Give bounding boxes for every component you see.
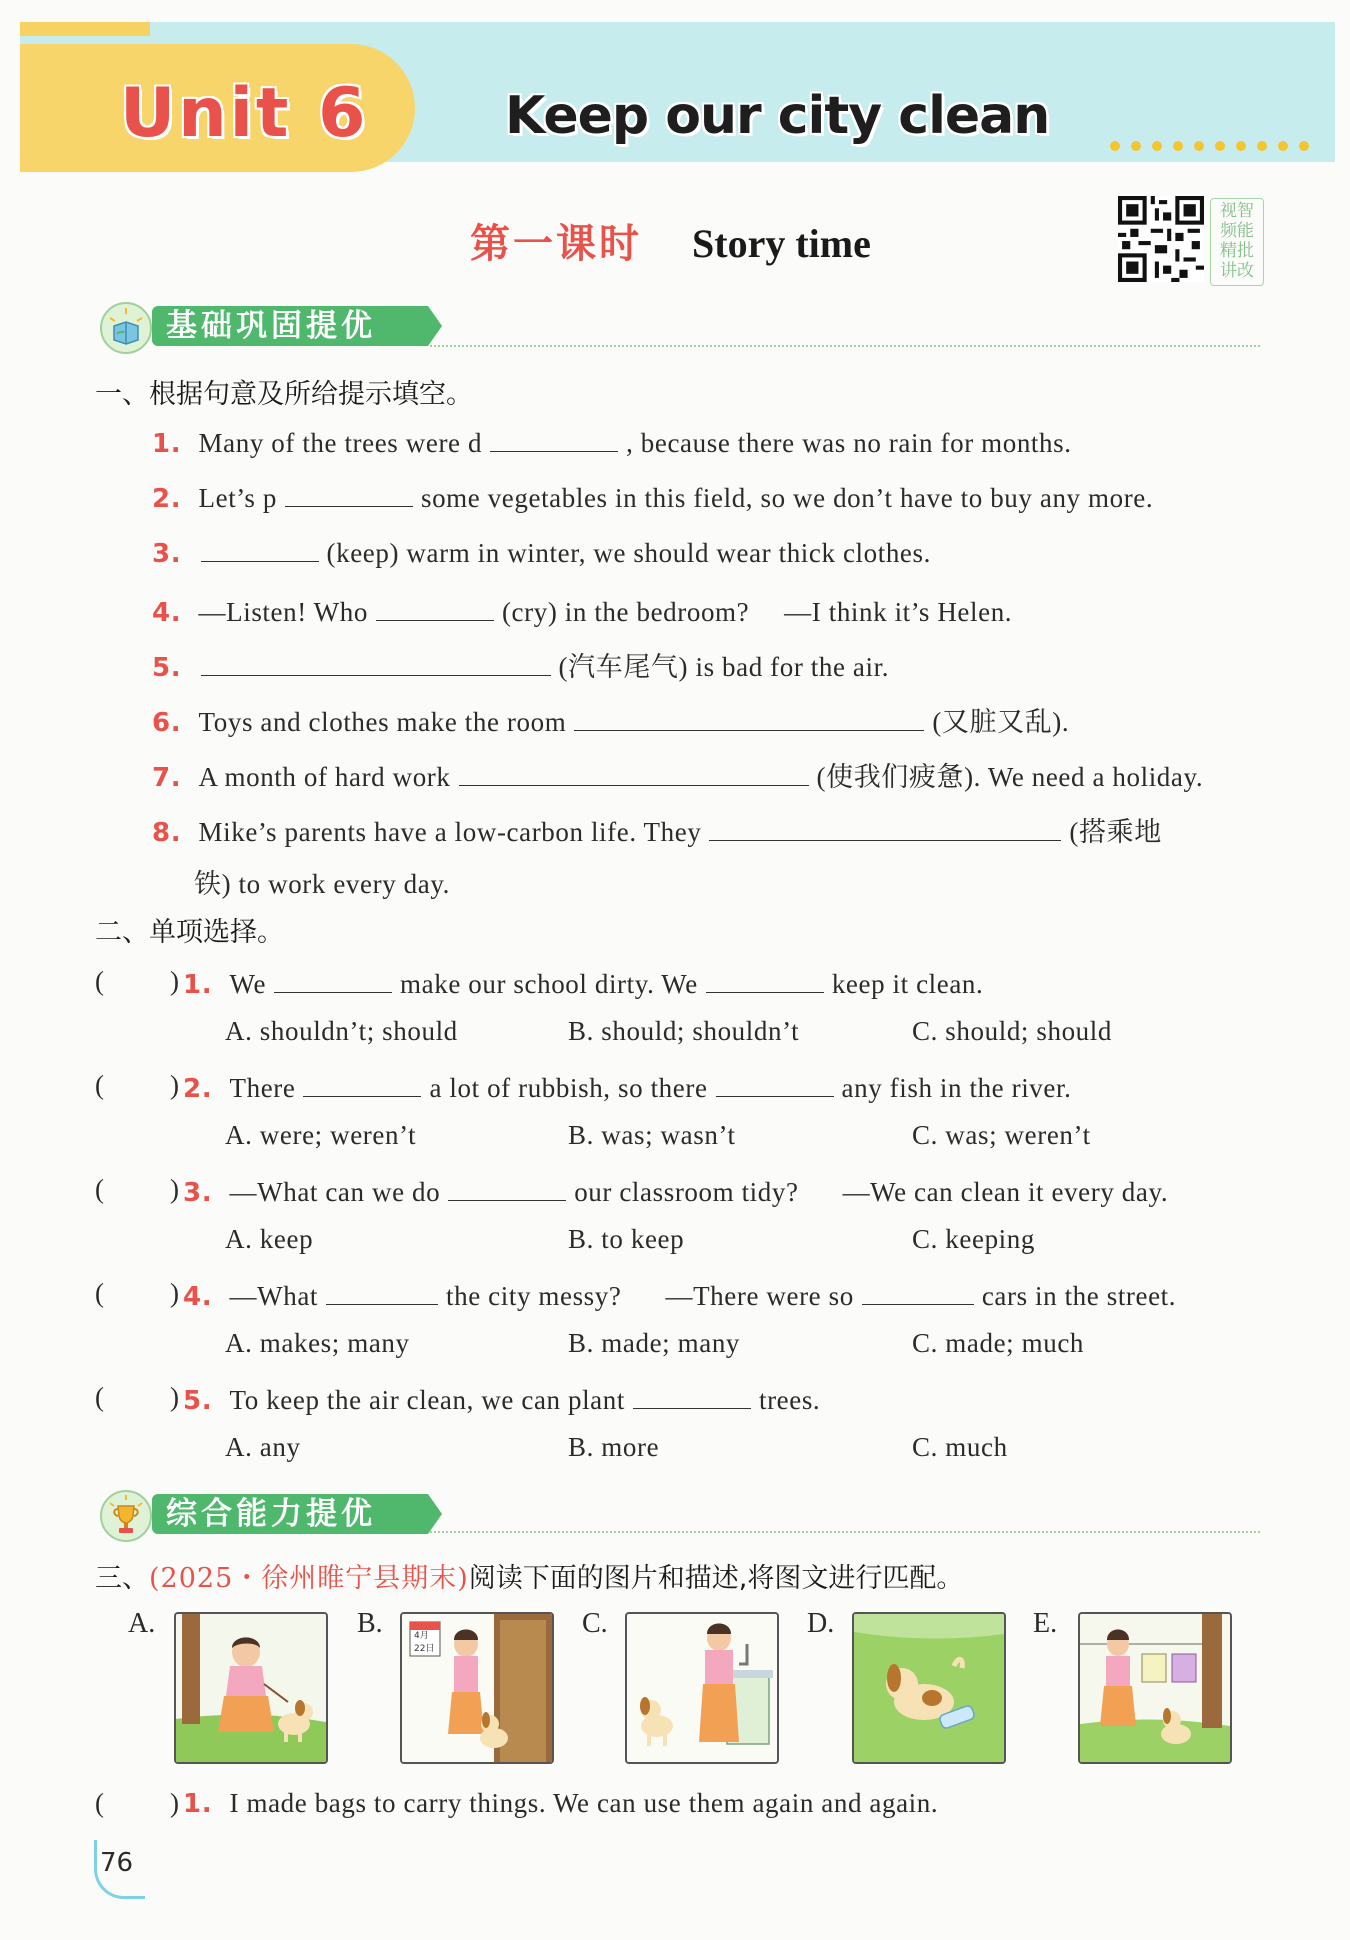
picture-d-dog-with-bottle[interactable] xyxy=(852,1612,1006,1764)
answer-blank[interactable] xyxy=(201,649,551,676)
option-a[interactable]: A. were; weren’t xyxy=(225,1120,417,1150)
answer-blank[interactable] xyxy=(709,814,1061,841)
answer-blank[interactable] xyxy=(459,759,809,786)
section-divider xyxy=(430,345,1260,347)
picture-b-girl-at-door[interactable] xyxy=(400,1612,554,1764)
question-row: 7. A month of hard work (使我们疲惫). We need a holiday. xyxy=(152,755,1203,794)
lesson-name: Story time xyxy=(692,221,871,266)
qr-caption: 视智 频能 精批 讲改 xyxy=(1210,198,1264,286)
answer-paren[interactable]: ( ) xyxy=(95,966,179,996)
question-row: 4. —Listen! Who (cry) in the bedroom? —I think it’s Helen. xyxy=(152,590,1012,629)
question-row: 6. Toys and clothes make the room (又脏又乱). xyxy=(152,700,1069,739)
answer-blank[interactable] xyxy=(303,1070,421,1097)
answer-paren[interactable]: ( ) xyxy=(95,1382,179,1412)
answer-blank[interactable] xyxy=(448,1174,566,1201)
part3-heading: 三、(2025・徐州睢宁县期末)阅读下面的图片和描述,将图文进行匹配。 xyxy=(95,1563,964,1594)
choice-question: 1. We make our school dirty. We keep it clean. xyxy=(183,966,983,1000)
answer-blank[interactable] xyxy=(285,480,413,507)
option-c[interactable]: C. should; should xyxy=(912,1016,1112,1046)
svg-text:22日: 22日 xyxy=(414,1644,435,1654)
page-number: 76 xyxy=(100,1848,134,1878)
banner-accent-strip xyxy=(20,22,150,36)
matching-sentence: 1. I made bags to carry things. We can use them again and again. xyxy=(183,1788,939,1819)
option-b[interactable]: B. more xyxy=(568,1432,660,1462)
choice-question: 5. To keep the air clean, we can plant trees. xyxy=(183,1382,820,1416)
answer-blank[interactable] xyxy=(376,594,494,621)
qr-code-icon[interactable] xyxy=(1118,196,1204,282)
part2-heading: 二、单项选择。 xyxy=(95,917,284,948)
answer-paren[interactable]: ( ) xyxy=(95,1278,179,1308)
option-b[interactable]: B. should; shouldn’t xyxy=(568,1016,800,1046)
option-b[interactable]: B. made; many xyxy=(568,1328,741,1358)
option-c[interactable]: C. much xyxy=(912,1432,1008,1462)
choice-question: 4. —What the city messy? —There were so cars in the street. xyxy=(183,1278,1176,1312)
picture-e-girl-with-bag[interactable] xyxy=(1078,1612,1232,1764)
answer-blank[interactable] xyxy=(201,535,319,562)
question-row: 3. (keep) warm in winter, we should wear thick clothes. xyxy=(152,535,931,569)
answer-blank[interactable] xyxy=(574,704,924,731)
choice-question: 2. There a lot of rubbish, so there any fish in the river. xyxy=(183,1070,1071,1104)
section-divider xyxy=(430,1531,1260,1533)
picture-a-girl-walking-dog[interactable] xyxy=(174,1612,328,1764)
lesson-title xyxy=(470,212,871,269)
section-title: 综合能力提优 xyxy=(152,1494,428,1534)
exam-source: (2025・徐州睢宁县期末) xyxy=(149,1563,469,1594)
answer-blank[interactable] xyxy=(490,425,618,452)
option-a[interactable]: A. keep xyxy=(225,1224,314,1254)
svg-text:4月: 4月 xyxy=(414,1631,429,1641)
question-row: 1. Many of the trees were d , because there was no rain for months. xyxy=(152,425,1072,459)
picture-label: C. xyxy=(582,1608,608,1639)
picture-label: E. xyxy=(1033,1608,1058,1639)
picture-label: D. xyxy=(807,1608,835,1639)
answer-paren[interactable]: ( ) xyxy=(95,1788,179,1818)
answer-blank[interactable] xyxy=(706,966,824,993)
question-row: 2. Let’s p some vegetables in this field, so we don’t have to buy any more. xyxy=(152,480,1153,514)
answer-blank[interactable] xyxy=(862,1278,974,1305)
picture-label: B. xyxy=(357,1608,383,1639)
trophy-icon xyxy=(100,1490,152,1542)
option-b[interactable]: B. to keep xyxy=(568,1224,685,1254)
question-continuation: 铁) to work every day. xyxy=(194,869,451,899)
option-a[interactable]: A. any xyxy=(225,1432,301,1462)
option-a[interactable]: A. shouldn’t; should xyxy=(225,1016,458,1046)
answer-blank[interactable] xyxy=(633,1382,751,1409)
unit-number: Unit 6 xyxy=(120,74,369,153)
answer-paren[interactable]: ( ) xyxy=(95,1070,179,1100)
option-c[interactable]: C. was; weren’t xyxy=(912,1120,1091,1150)
answer-paren[interactable]: ( ) xyxy=(95,1174,179,1204)
question-row: 5. (汽车尾气) is bad for the air. xyxy=(152,645,889,684)
answer-blank[interactable] xyxy=(326,1278,438,1305)
answer-blank[interactable] xyxy=(716,1070,834,1097)
section-title: 基础巩固提优 xyxy=(152,306,428,346)
option-a[interactable]: A. makes; many xyxy=(225,1328,410,1358)
option-c[interactable]: C. keeping xyxy=(912,1224,1035,1254)
option-b[interactable]: B. was; wasn’t xyxy=(568,1120,736,1150)
question-row: 8. Mike’s parents have a low-carbon life. They (搭乘地 xyxy=(152,810,1162,849)
picture-label: A. xyxy=(128,1608,156,1639)
answer-blank[interactable] xyxy=(274,966,392,993)
picture-c-girl-at-sink[interactable] xyxy=(625,1612,779,1764)
lesson-number: 第一课时 xyxy=(470,220,642,267)
book-icon xyxy=(100,302,152,354)
option-c[interactable]: C. made; much xyxy=(912,1328,1085,1358)
unit-title: Keep our city clean xyxy=(505,86,1050,146)
choice-question: 3. —What can we do our classroom tidy? —We can clean it every day. xyxy=(183,1174,1168,1208)
banner-dots xyxy=(1110,138,1340,152)
part1-heading: 一、根据句意及所给提示填空。 xyxy=(95,379,473,410)
